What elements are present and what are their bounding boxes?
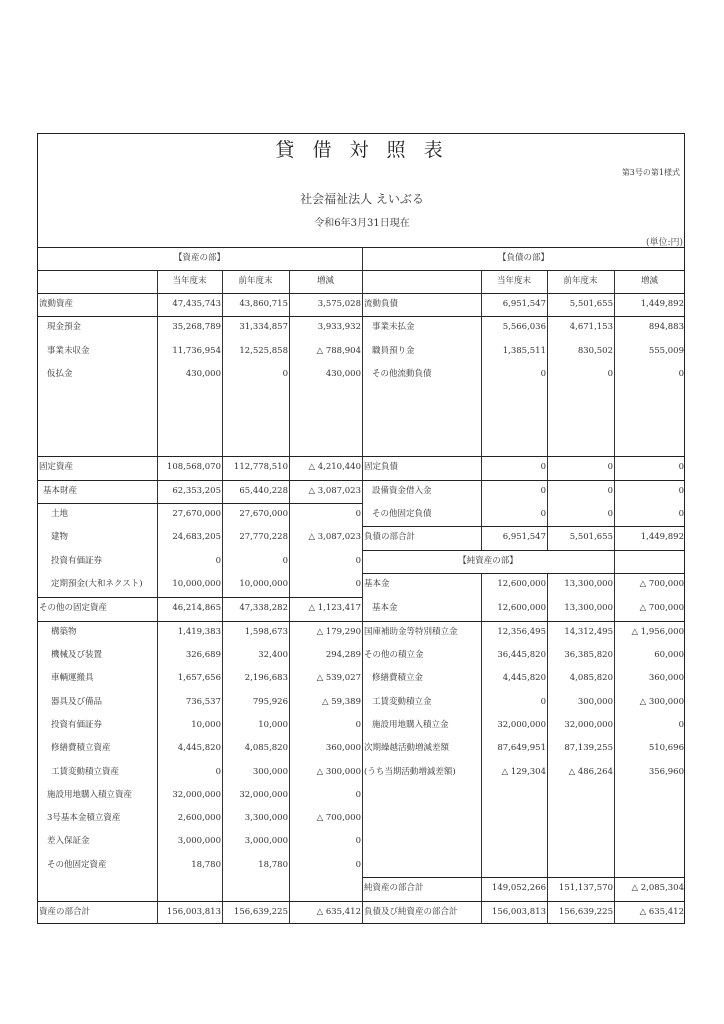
row-label: その他固定負債 [372, 509, 432, 519]
change-value: △ 539,027 [316, 673, 361, 683]
previous-year-value: 1,598,673 [244, 627, 288, 637]
row-divider [362, 901, 685, 902]
current-year-value: 736,537 [185, 697, 221, 707]
row-divider [37, 901, 362, 902]
change-value: 356,960 [648, 767, 684, 777]
current-year-value: 18,780 [191, 860, 221, 870]
current-year-value: 1,419,383 [177, 627, 221, 637]
change-value: 0 [678, 720, 684, 730]
row-label: 器具及び備品 [51, 697, 103, 707]
previous-year-value: 5,501,655 [569, 532, 613, 542]
current-year-value: 12,600,000 [497, 603, 546, 613]
row-label: 投資有価証券 [51, 720, 103, 730]
current-year-value: 12,356,495 [497, 627, 546, 637]
current-year-value: 87,649,951 [497, 743, 546, 753]
previous-year-value: 4,085,820 [244, 743, 288, 753]
row-label: 資産の部合計 [39, 907, 91, 917]
previous-year-value: 31,334,857 [239, 322, 288, 332]
current-year-value: 10,000 [191, 720, 221, 730]
previous-year-value: 3,000,000 [244, 836, 288, 846]
current-year-value: 36,445,820 [497, 650, 546, 660]
column-header: 前年度末 [563, 276, 598, 286]
previous-year-value: 3,300,000 [244, 813, 288, 823]
current-year-value: 0 [540, 486, 546, 496]
previous-year-value: 151,137,570 [558, 883, 613, 893]
change-value: △ 788,904 [316, 346, 361, 356]
change-value: 430,000 [325, 369, 361, 379]
column-header: 増減 [316, 276, 334, 286]
change-value: 0 [355, 509, 361, 519]
current-year-value: 4,445,820 [502, 673, 546, 683]
change-value: △ 635,412 [639, 907, 684, 917]
previous-year-value: 43,860,715 [239, 299, 288, 309]
row-label: その他流動負債 [372, 369, 432, 379]
previous-year-value: 36,385,820 [564, 650, 613, 660]
organization-name: 社会福祉法人 えいぶる [300, 192, 424, 206]
current-year-value: 27,670,000 [172, 509, 221, 519]
previous-year-value: 0 [607, 509, 613, 519]
current-year-value: 326,689 [185, 650, 221, 660]
change-value: 1,449,892 [640, 532, 684, 542]
change-value: 60,000 [654, 650, 684, 660]
row-label: 基本財産 [43, 486, 78, 496]
row-label: 投資有価証券 [51, 556, 103, 566]
change-value: △ 700,000 [639, 579, 684, 589]
current-year-value: 1,657,656 [177, 673, 221, 683]
change-value: 1,449,892 [640, 299, 684, 309]
previous-year-value: 0 [282, 369, 288, 379]
change-value: 0 [355, 720, 361, 730]
current-year-value: 156,003,813 [166, 907, 221, 917]
previous-year-value: 4,671,153 [569, 322, 613, 332]
row-label: 基本金 [372, 603, 398, 613]
change-value: 0 [678, 486, 684, 496]
row-label: 基本金 [364, 579, 390, 589]
previous-year-value: 10,000,000 [239, 579, 288, 589]
current-year-value: 0 [540, 369, 546, 379]
current-year-value: 6,951,547 [502, 532, 546, 542]
row-divider [362, 316, 685, 317]
row-label: 事業未収金 [47, 346, 90, 356]
current-year-value: 5,566,036 [502, 322, 546, 332]
current-year-value: 47,435,743 [172, 299, 221, 309]
row-label: 次期繰越活動増減差額 [364, 743, 450, 753]
row-label: その他の積立金 [364, 650, 424, 660]
change-value: △ 1,956,000 [631, 627, 684, 637]
previous-year-value: 795,926 [252, 697, 288, 707]
row-divider [37, 480, 362, 481]
previous-year-value: 300,000 [252, 767, 288, 777]
change-value: 294,289 [325, 650, 361, 660]
change-value: 360,000 [648, 673, 684, 683]
change-value: 894,883 [648, 322, 684, 332]
previous-year-value: 2,196,683 [244, 673, 288, 683]
row-label: 定期預金(大和ネクスト) [51, 579, 143, 589]
change-value: △ 700,000 [639, 603, 684, 613]
row-label: 修繕費積立資産 [51, 743, 111, 753]
current-year-value: 32,000,000 [172, 790, 221, 800]
center-divider [362, 247, 363, 924]
previous-year-value: 0 [282, 556, 288, 566]
change-value: 0 [355, 860, 361, 870]
previous-year-value: 300,000 [577, 697, 613, 707]
previous-year-value: 4,085,820 [569, 673, 613, 683]
current-year-value: 0 [215, 767, 221, 777]
row-divider [37, 621, 362, 622]
row-label: 負債及び純資産の部合計 [364, 907, 458, 917]
previous-year-value: 27,770,228 [239, 532, 288, 542]
row-label: 修繕費積立金 [372, 673, 424, 683]
previous-year-value: 13,300,000 [564, 603, 613, 613]
current-year-value: 35,268,789 [172, 322, 221, 332]
current-year-value: 24,683,205 [172, 532, 221, 542]
change-value: 0 [355, 836, 361, 846]
change-value: 0 [355, 790, 361, 800]
row-divider [362, 621, 685, 622]
row-label: 負債の部合計 [364, 532, 416, 542]
row-label: 建物 [51, 532, 69, 542]
current-year-value: 430,000 [185, 369, 221, 379]
row-label: 固定負債 [364, 462, 399, 472]
current-year-value: 0 [540, 462, 546, 472]
previous-year-value: 0 [607, 369, 613, 379]
current-year-value: 1,385,511 [502, 346, 546, 356]
previous-year-value: 32,000,000 [239, 790, 288, 800]
current-year-value: 108,568,070 [166, 462, 221, 472]
current-year-value: 0 [540, 509, 546, 519]
previous-year-value: 0 [607, 486, 613, 496]
current-year-value: 10,000,000 [172, 579, 221, 589]
previous-year-value: 32,000,000 [564, 720, 613, 730]
row-label: 設備資金借入金 [372, 486, 432, 496]
row-label: 工賃変動積立資産 [51, 767, 120, 777]
change-value: 0 [678, 509, 684, 519]
previous-year-value: △ 486,264 [568, 767, 613, 777]
previous-year-value: 156,639,225 [558, 907, 613, 917]
row-divider [362, 480, 685, 481]
row-label: 機械及び装置 [51, 650, 103, 660]
row-label: 工賃変動積立金 [372, 697, 432, 707]
row-label: その他固定資産 [47, 860, 107, 870]
row-label: 事業未払金 [372, 322, 415, 332]
column-header: 当年度末 [496, 276, 531, 286]
previous-year-value: 0 [607, 462, 613, 472]
current-year-value: 3,000,000 [177, 836, 221, 846]
change-value: △ 300,000 [639, 697, 684, 707]
previous-year-value: 18,780 [258, 860, 288, 870]
row-divider [362, 877, 685, 878]
current-year-value: 0 [215, 556, 221, 566]
current-year-value: 32,000,000 [497, 720, 546, 730]
current-year-value: 62,353,205 [172, 486, 221, 496]
row-label: 流動負債 [364, 299, 399, 309]
change-value: 3,933,932 [317, 322, 361, 332]
change-value: 0 [678, 462, 684, 472]
row-label: 仮払金 [47, 369, 73, 379]
change-value: △ 59,389 [322, 697, 361, 707]
previous-year-value: 27,670,000 [239, 509, 288, 519]
current-year-value: 2,600,000 [177, 813, 221, 823]
row-label: 国庫補助金等特別積立金 [364, 627, 458, 637]
current-year-value: 149,052,266 [491, 883, 546, 893]
current-year-value: 0 [540, 697, 546, 707]
previous-year-value: 87,139,255 [564, 743, 613, 753]
previous-year-value: 12,525,858 [239, 346, 288, 356]
current-year-value: 11,736,954 [172, 346, 221, 356]
row-label: 現金預金 [47, 322, 82, 332]
column-header: 当年度末 [172, 276, 207, 286]
change-value: 0 [678, 369, 684, 379]
current-year-value: 156,003,813 [491, 907, 546, 917]
previous-year-value: 156,639,225 [233, 907, 288, 917]
row-label: 固定資産 [39, 462, 74, 472]
row-divider [37, 316, 362, 317]
change-value: 0 [355, 579, 361, 589]
row-label: その他の固定資産 [39, 603, 108, 613]
column-header: 増減 [640, 276, 658, 286]
liabilities-section-label: 【負債の部】 [497, 253, 549, 263]
net-assets-section-label: 【純資産の部】 [458, 556, 518, 566]
current-year-value: △ 129,304 [501, 767, 546, 777]
row-label: (うち当期活動増減差額) [364, 767, 456, 777]
row-label: 純資産の部合計 [364, 883, 424, 893]
change-value: △ 635,412 [316, 907, 361, 917]
previous-year-value: 47,338,282 [239, 603, 288, 613]
row-divider [37, 503, 362, 504]
row-label: 流動資産 [39, 299, 74, 309]
row-label: 構築物 [51, 627, 77, 637]
previous-year-value: 14,312,495 [564, 627, 613, 637]
previous-year-value: 32,400 [258, 650, 288, 660]
change-value: △ 4,210,440 [308, 462, 361, 472]
change-value: 510,696 [648, 743, 684, 753]
previous-year-value: 830,502 [577, 346, 613, 356]
document-title: 貸 借 対 照 表 [275, 139, 449, 161]
row-divider [362, 526, 685, 527]
assets-section-label: 【資産の部】 [173, 253, 225, 263]
row-label: 土地 [51, 509, 69, 519]
column-header: 前年度末 [238, 276, 273, 286]
change-value: △ 1,123,417 [308, 603, 361, 613]
row-label: 施設用地購入積立資産 [47, 790, 133, 800]
previous-year-value: 5,501,655 [569, 299, 613, 309]
previous-year-value: 13,300,000 [564, 579, 613, 589]
report-date: 令和6年3月31日現在 [314, 218, 410, 229]
change-value: △ 3,087,023 [308, 532, 361, 542]
current-year-value: 6,951,547 [502, 299, 546, 309]
row-divider [362, 456, 685, 457]
current-year-value: 46,214,865 [172, 603, 221, 613]
change-value: △ 300,000 [316, 767, 361, 777]
column-divider [614, 550, 615, 573]
row-divider [37, 597, 362, 598]
change-value: △ 179,290 [316, 627, 361, 637]
row-label: 施設用地購入積立金 [372, 720, 449, 730]
unit-label: (単位:円) [645, 238, 683, 248]
row-divider [37, 456, 362, 457]
row-label: 差入保証金 [47, 836, 90, 846]
form-number: 第3号の第1様式 [621, 168, 680, 177]
current-year-value: 12,600,000 [497, 579, 546, 589]
change-value: 555,009 [648, 346, 684, 356]
change-value: △ 2,085,304 [631, 883, 684, 893]
previous-year-value: 10,000 [258, 720, 288, 730]
current-year-value: 4,445,820 [177, 743, 221, 753]
row-label: 3号基本金積立資産 [47, 813, 121, 823]
previous-year-value: 65,440,228 [239, 486, 288, 496]
change-value: 3,575,028 [317, 299, 361, 309]
change-value: 360,000 [325, 743, 361, 753]
change-value: △ 700,000 [316, 813, 361, 823]
previous-year-value: 112,778,510 [233, 462, 288, 472]
row-label: 職員預り金 [372, 346, 415, 356]
row-label: 車輌運搬具 [51, 673, 94, 683]
change-value: 0 [355, 556, 361, 566]
change-value: △ 3,087,023 [308, 486, 361, 496]
